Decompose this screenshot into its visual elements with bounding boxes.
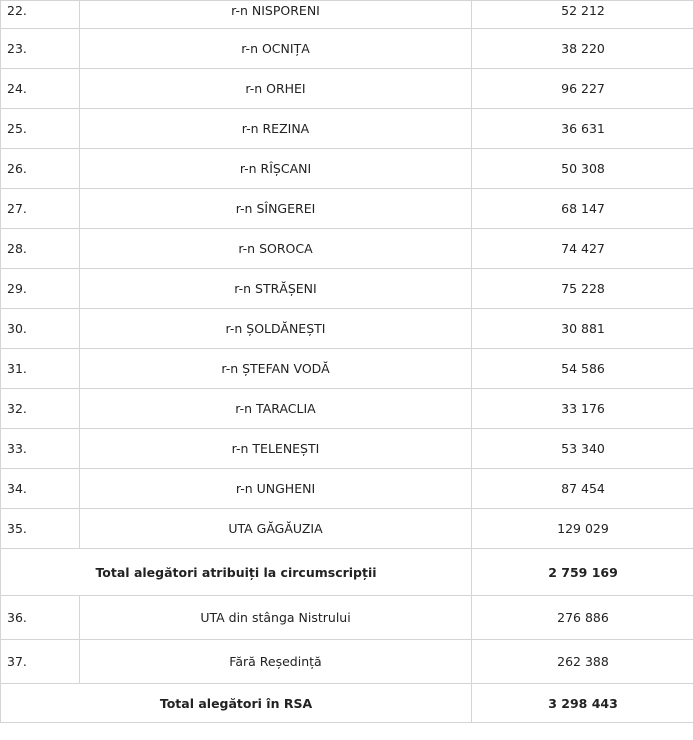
table-row [1, 229, 693, 269]
voter-count: 262 388 [472, 640, 693, 684]
voter-count: 33 176 [472, 389, 693, 429]
district-name: UTA GĂGĂUZIA [80, 509, 472, 549]
table-row [1, 29, 693, 69]
table-row [1, 469, 693, 509]
district-name: Fără Reședință [80, 640, 472, 684]
table-row [1, 149, 693, 189]
voter-count: 38 220 [472, 29, 693, 69]
total-label: Total alegători în RSA [1, 684, 472, 723]
district-name: r-n RÎȘCANI [80, 149, 472, 189]
voter-count: 276 886 [472, 596, 693, 640]
row-number: 31. [1, 349, 80, 389]
table-row [1, 189, 693, 229]
row-number: 33. [1, 429, 80, 469]
table-row [1, 309, 693, 349]
row-number: 28. [1, 229, 80, 269]
voter-count: 75 228 [472, 269, 693, 309]
total-row [1, 684, 693, 723]
voter-count: 54 586 [472, 349, 693, 389]
district-name: r-n SÎNGEREI [80, 189, 472, 229]
table-row [1, 1, 693, 29]
voter-count: 96 227 [472, 69, 693, 109]
district-name: r-n ORHEI [80, 69, 472, 109]
table-row [1, 269, 693, 309]
table-row [1, 69, 693, 109]
row-number: 23. [1, 29, 80, 69]
district-name: r-n UNGHENI [80, 469, 472, 509]
row-number: 35. [1, 509, 80, 549]
row-number: 36. [1, 596, 80, 640]
district-name: r-n TELENEȘTI [80, 429, 472, 469]
district-name: UTA din stânga Nistrului [80, 596, 472, 640]
table-row [1, 389, 693, 429]
district-name: r-n ȘTEFAN VODĂ [80, 349, 472, 389]
district-name: r-n NISPORENI [80, 1, 472, 29]
voter-count: 30 881 [472, 309, 693, 349]
district-name: r-n TARACLIA [80, 389, 472, 429]
row-number: 32. [1, 389, 80, 429]
voter-count: 36 631 [472, 109, 693, 149]
row-number: 27. [1, 189, 80, 229]
table-row [1, 509, 693, 549]
subtotal-row [1, 549, 693, 596]
voter-count: 50 308 [472, 149, 693, 189]
total-value: 3 298 443 [472, 684, 693, 723]
voter-count: 87 454 [472, 469, 693, 509]
row-number: 34. [1, 469, 80, 509]
table-row [1, 109, 693, 149]
row-number: 26. [1, 149, 80, 189]
voter-count: 68 147 [472, 189, 693, 229]
table-row [1, 596, 693, 640]
table-row [1, 349, 693, 389]
row-number: 37. [1, 640, 80, 684]
table-row [1, 429, 693, 469]
voter-count: 53 340 [472, 429, 693, 469]
subtotal-value: 2 759 169 [472, 549, 693, 596]
voter-count: 52 212 [472, 1, 693, 29]
row-number: 22. [1, 1, 80, 29]
district-name: r-n REZINA [80, 109, 472, 149]
row-number: 30. [1, 309, 80, 349]
district-name: r-n SOROCA [80, 229, 472, 269]
table-row [1, 640, 693, 684]
district-name: r-n STRĂȘENI [80, 269, 472, 309]
row-number: 29. [1, 269, 80, 309]
row-number: 25. [1, 109, 80, 149]
voter-count: 74 427 [472, 229, 693, 269]
voter-count: 129 029 [472, 509, 693, 549]
district-name: r-n OCNIȚA [80, 29, 472, 69]
row-number: 24. [1, 69, 80, 109]
district-name: r-n ȘOLDĂNEȘTI [80, 309, 472, 349]
subtotal-label: Total alegători atribuiți la circumscripții [1, 549, 472, 596]
